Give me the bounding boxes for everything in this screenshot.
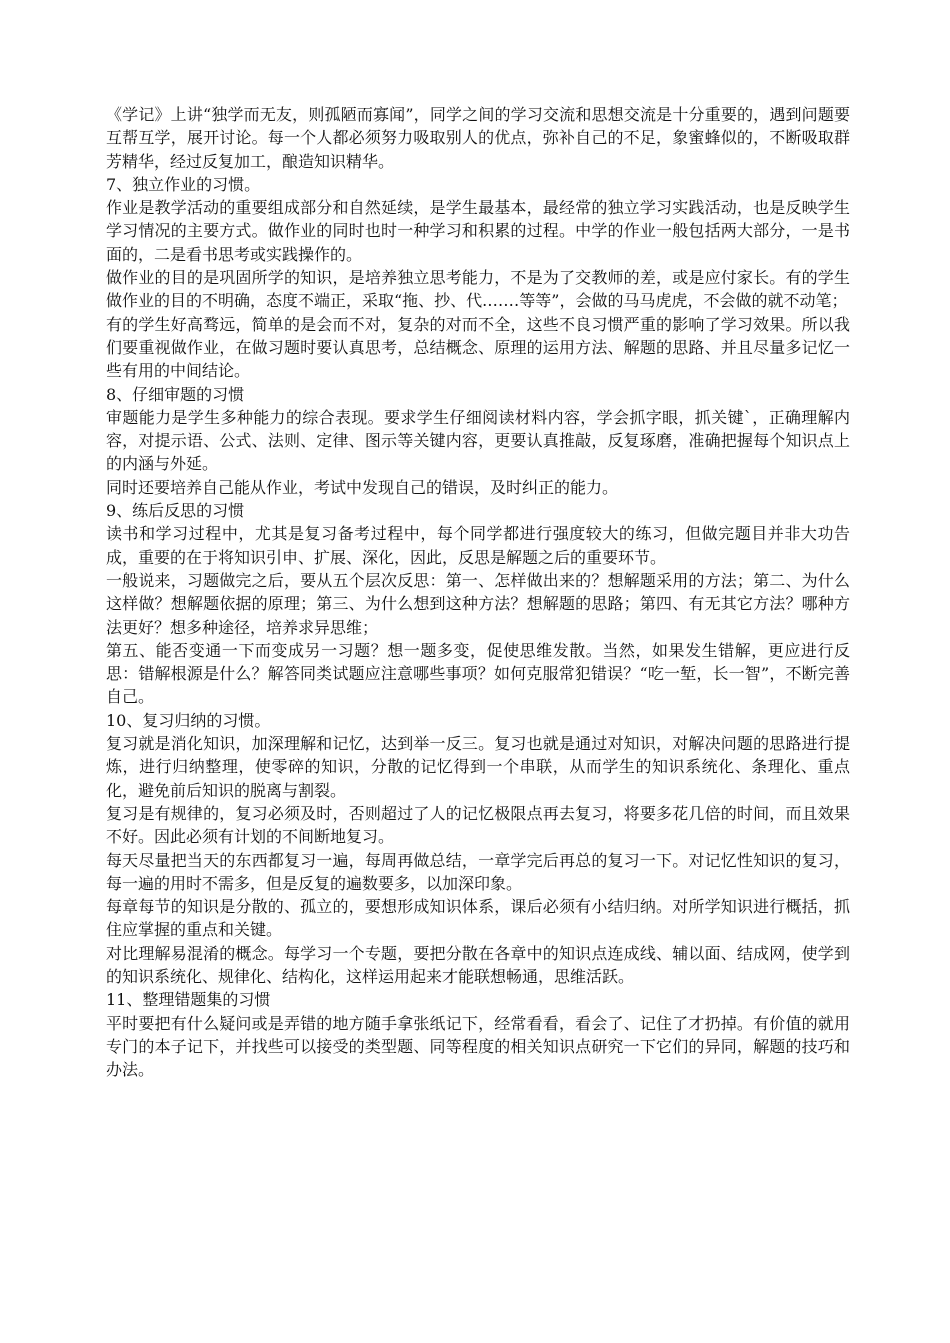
paragraph: 复习是有规律的，复习必须及时，否则超过了人的记忆极限点再去复习，将要多花几倍的时间，而且效果不好。因此必须有计划的不间断地复习。 — [106, 803, 850, 847]
paragraph: 每天尽量把当天的东西都复习一遍，每周再做总结，一章学完后再总的复习一下。对记忆性知识的复习，每一遍的用时不需多，但是反复的遍数要多，以加深印象。 — [106, 850, 850, 893]
section-heading-8: 8、仔细审题的习惯 — [106, 384, 245, 404]
section-heading-9: 9、练后反思的习惯 — [106, 501, 245, 521]
paragraph: 同时还要培养自己能从作业，考试中发现自己的错误，及时纠正的能力。 — [106, 477, 619, 497]
paragraph: 对比理解易混淆的概念。每学习一个专题，要把分散在各章中的知识点连成线、辅以面、结成网，使学到的知识系统化、规律化、结构化，这样运用起来才能联想畅通，思维活跃。 — [106, 943, 850, 986]
section-heading-10: 10、复习归纳的习惯。 — [106, 710, 271, 730]
paragraph: 做作业的目的是巩固所学的知识，是培养独立思考能力，不是为了交教师的差，或是应付家长。有的学生做作业的目的不明确，态度不端正，采取“拖、抄、代.……等等”，会做的马马虎虎，不会做的就不动笔； — [106, 268, 850, 311]
paragraph: 第五、能否变通一下而变成另一习题？想一题多变，促使思维发散。当然，如果发生错解，更应进行反思：错解根源是什么？解答同类试题应注意哪些事项？如何克服常犯错误？“吃一堑，长一智”，不断完善自己。 — [106, 640, 850, 707]
paragraph: 读书和学习过程中，尤其是复习备考过程中，每个同学都进行强度较大的练习，但做完题目并非大功告成，重要的在于将知识引申、扩展、深化，因此，反思是解题之后的重要环节。 — [106, 524, 850, 567]
section-heading-11: 11、整理错题集的习惯 — [106, 990, 271, 1010]
paragraph: 有的学生好高骛远，简单的是会而不对，复杂的对而不全，这些不良习惯严重的影响了学习效果。所以我们要重视做作业，在做习题时要认真思考，总结概念、原理的运用方法、解题的思路、并且尽量多记忆一些有用的中间结论。 — [106, 314, 850, 381]
paragraph: 复习就是消化知识，加深理解和记忆，达到举一反三。复习也就是通过对知识，对解决问题的思路进行提炼，进行归纳整理，使零碎的知识，分散的记忆得到一个串联，从而学生的知识系统化、条理化、重点化，避免前后知识的脱离与割裂。 — [106, 734, 850, 800]
paragraph: 作业是教学活动的重要组成部分和自然延续，是学生最基本，最经常的独立学习实践活动，也是反映学生学习情况的主要方式。做作业的同时也时一种学习和积累的过程。中学的作业一般包括两大部分，一是书面的，二是看书思考或实践操作的。 — [106, 198, 850, 264]
paragraph: 每章每节的知识是分散的、孤立的，要想形成知识体系，课后必须有小结归纳。对所学知识进行概括，抓住应掌握的重点和关键。 — [106, 897, 850, 940]
document-body — [106, 103, 850, 1081]
section-heading-7: 7、独立作业的习惯。 — [106, 174, 261, 194]
paragraph: 平时要把有什么疑问或是弄错的地方随手拿张纸记下，经常看看，看会了、记住了才扔掉。有价值的就用专门的本子记下，并找些可以接受的类型题、同等程度的相关知识点研究一下它们的异同，解题的技巧和办法。 — [106, 1013, 850, 1080]
paragraph: 审题能力是学生多种能力的综合表现。要求学生仔细阅读材料内容，学会抓字眼，抓关键`，正确理解内容，对提示语、公式、法则、定律、图示等关键内容，更要认真推敲，反复琢磨，准确把握每个知识点上的内涵与外延。 — [106, 407, 850, 474]
paragraph-intro: 《学记》上讲“独学而无友，则孤陋而寡闻”，同学之间的学习交流和思想交流是十分重要的，遇到问题要互帮互学，展开讨论。每一个人都必须努力吸取别人的优点，弥补自己的不足，象蜜蜂似的，不断吸取群芳精华，经过反复加工，酿造知识精华。 — [106, 105, 850, 171]
paragraph: 一般说来，习题做完之后，要从五个层次反思：第一、怎样做出来的？想解题采用的方法；第二、为什么这样做？想解题依据的原理；第三、为什么想到这种方法？想解题的思路；第四、有无其它方法？哪种方法更好？想多种途径，培养求异思维； — [106, 570, 850, 637]
